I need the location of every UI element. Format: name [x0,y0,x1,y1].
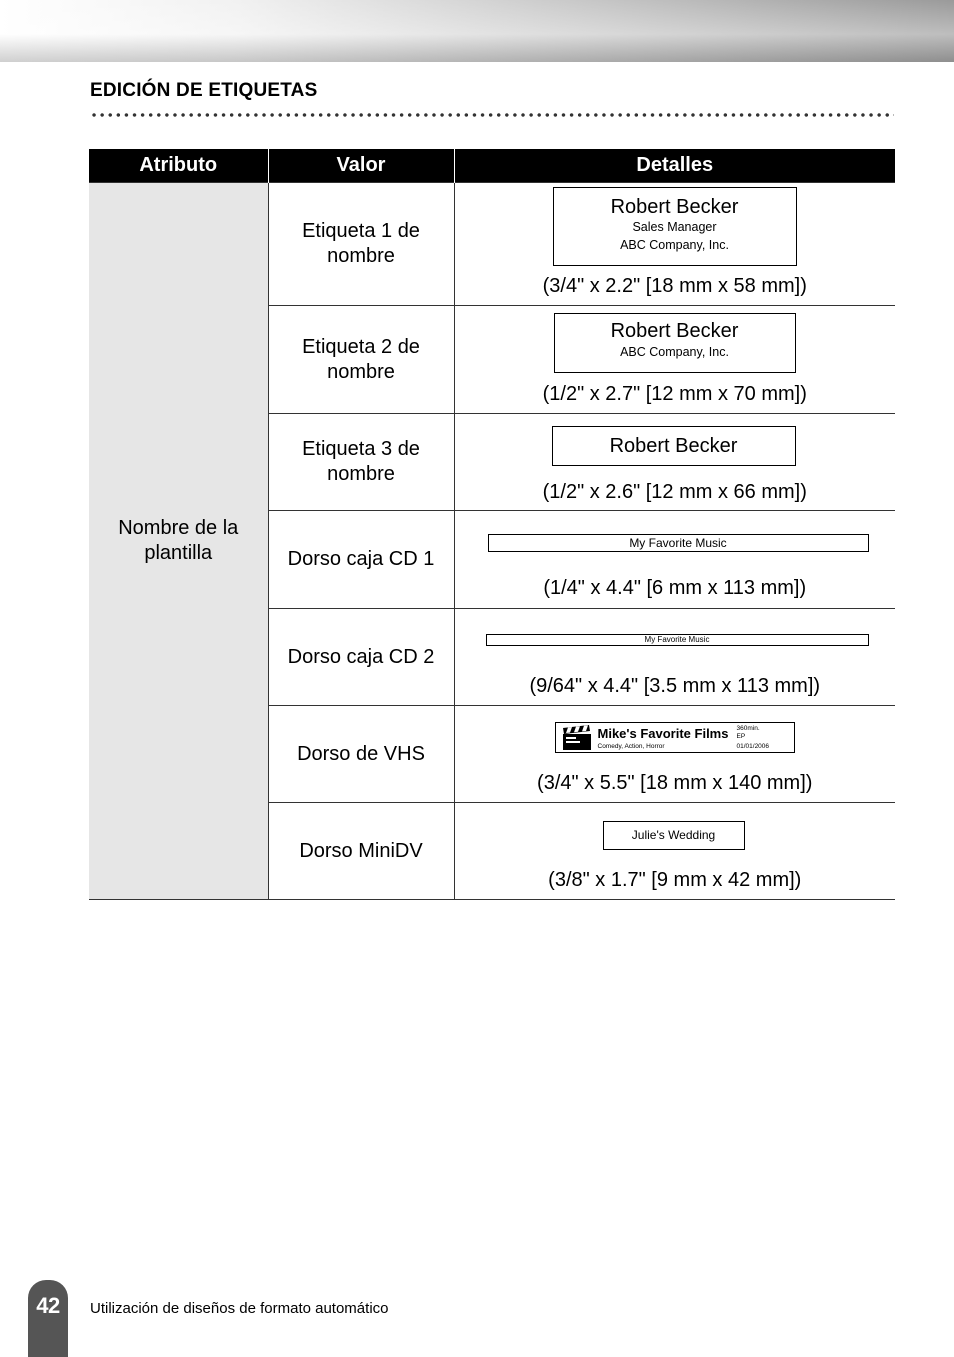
label-size: (1/2" x 2.6" [12 mm x 66 mm]) [542,481,807,503]
detail-cell [454,183,895,306]
valor-cell [268,803,454,900]
valor-text: Etiqueta 1 de nombre [302,220,420,267]
vhs-title: Mike's Favorite Films [597,726,729,741]
label-sample-name: Robert Becker [609,435,738,457]
valor-cell [268,706,454,803]
vhs-genre: Comedy, Action, Horror [597,743,665,750]
clapperboard-icon [562,725,592,751]
label-size: (3/4" x 2.2" [18 mm x 58 mm]) [542,275,807,297]
detail-content [455,414,896,510]
valor-cell [268,183,454,306]
label-sample-text: Julie's Wedding [631,828,716,842]
valor-text: Dorso caja CD 2 [287,645,435,668]
detail-content [455,183,896,305]
valor-text: Etiqueta 2 de nombre [302,335,420,383]
detail-cell [454,414,895,511]
detail-cell [454,609,895,706]
valor-cell [268,609,454,706]
valor-cell [268,306,454,414]
header-valor: Valor [268,149,454,183]
label-sample-text: My Favorite Music [644,635,710,644]
footer-text: Utilización de diseños de formato automático [90,1300,389,1317]
label-sample-name: Robert Becker [610,320,739,342]
vhs-info [737,725,770,751]
label-sample [555,722,795,753]
vhs-duration: 360min. [736,725,760,732]
label-size: (1/2" x 2.7" [12 mm x 70 mm]) [542,383,807,405]
table-header-row [89,149,895,183]
detail-content [455,511,896,608]
detail-cell [454,306,895,414]
label-sample-name: Robert Becker [610,196,739,218]
label-sample [486,634,869,646]
valor-text: Dorso de VHS [297,742,425,765]
valor-cell [268,414,454,511]
label-sample [603,821,745,850]
valor-text: Etiqueta 3 de nombre [302,438,420,485]
label-sample [554,313,796,373]
top-banner [0,0,954,62]
label-sample [552,426,796,466]
valor-text: Dorso MiniDV [299,839,423,862]
valor-text: Dorso caja CD 1 [287,548,435,570]
label-sample [488,534,869,552]
detail-content [455,609,896,705]
detail-cell [454,706,895,803]
header-detalles: Detalles [454,149,895,183]
label-sample-line: ABC Company, Inc. [620,238,729,252]
attribute-text: Nombre de la plantilla [118,517,239,564]
banner-sheen [0,0,954,62]
detail-content [455,306,896,413]
vhs-mode: EP [736,733,746,740]
header-atributo: Atributo [89,149,268,183]
label-size: (1/4" x 4.4" [6 mm x 113 mm]) [543,577,807,599]
detail-cell [454,511,895,609]
label-sample [553,187,797,266]
label-size: (3/4" x 5.5" [18 mm x 140 mm]) [537,772,813,794]
label-size: (9/64" x 4.4" [3.5 mm x 113 mm]) [529,675,821,697]
label-sample-line: Sales Manager [632,220,717,234]
page-number: 42 [36,1293,60,1318]
dotted-divider [90,112,894,118]
label-size: (3/8" x 1.7" [9 mm x 42 mm]) [548,869,802,891]
detail-content [455,803,896,899]
section-title: EDICIÓN DE ETIQUETAS [90,80,318,101]
attribute-cell [89,183,268,900]
detail-cell [454,803,895,900]
label-sample-line: ABC Company, Inc. [620,345,729,359]
attribute-table [89,149,895,900]
label-sample-text: My Favorite Music [629,536,727,550]
detail-content [455,706,896,802]
valor-cell [268,511,454,609]
vhs-date: 01/01/2006 [736,743,770,750]
table-row [89,183,895,306]
